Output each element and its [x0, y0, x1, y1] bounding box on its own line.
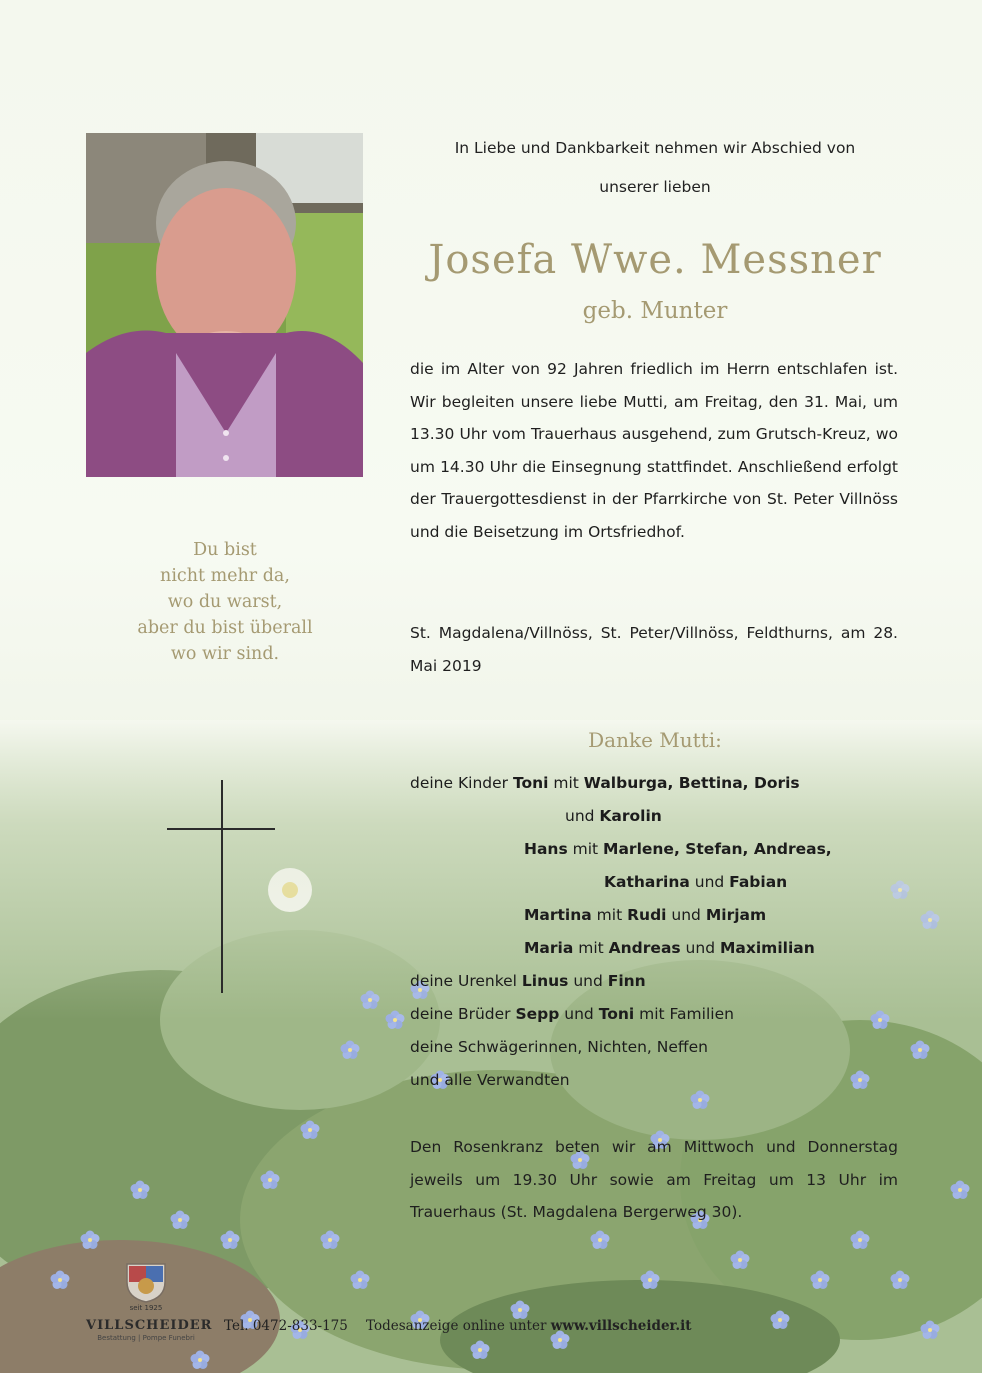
- logo-name: VILLSCHEIDER: [86, 1318, 213, 1333]
- place-date: St. Magdalena/Villnöss, St. Peter/Villnöss, Feldthurns, am 28. Mai 2019: [410, 624, 898, 675]
- family-line-maria: Maria mit Andreas und Maximilian: [524, 939, 815, 957]
- announcement-text: die im Alter von 92 Jahren friedlich im Herrn entschlafen ist. Wir begleiten unsere liebe Mutti, am Freitag, den 31. Mai, um 13.30 Uhr vom Trauerhaus ausgehend, zum Grutsch-Kreuz, wo um 14.30 Uhr die Einsegnung stattfindet. Anschließend erfolgt der Trauergottesdienst in der Pfarrkirche von St. Peter Villnöss und die Beisetzung im Ortsfriedhof.: [410, 360, 898, 541]
- logo-subtitle: Bestattung | Pompe Funebri: [97, 1334, 195, 1342]
- family-line-great-grandchildren: deine Urenkel Linus und Finn: [410, 972, 646, 990]
- family-line-in-laws: deine Schwägerinnen, Nichten, Neffen: [410, 1038, 708, 1056]
- online-notice: Todesanzeige online unter www.villscheider.it: [366, 1318, 692, 1334]
- family-line-karolin: und Karolin: [565, 807, 662, 825]
- cross-vertical-bar: [221, 780, 223, 993]
- quote-line: wo wir sind.: [170, 644, 280, 664]
- deceased-name: Josefa Wwe. Messner: [428, 237, 882, 283]
- thanks-heading: Danke Mutti:: [588, 728, 722, 752]
- logo-since: seit 1925: [129, 1304, 163, 1312]
- maiden-name: geb. Munter: [582, 298, 728, 324]
- family-line-brothers: deine Brüder Sepp und Toni mit Familien: [410, 1005, 734, 1023]
- quote-line: nicht mehr da,: [160, 566, 290, 586]
- villscheider-crest-icon: [121, 1260, 171, 1304]
- family-line-relatives: und alle Verwandten: [410, 1071, 570, 1089]
- quote-line: aber du bist überall: [137, 618, 313, 638]
- family-line-katharina: Katharina und Fabian: [604, 873, 788, 891]
- memorial-quote: [100, 537, 350, 667]
- quote-line: wo du warst,: [167, 592, 283, 612]
- phone-number: Tel. 0472-833-175: [224, 1318, 348, 1334]
- portrait-photo: [86, 133, 363, 477]
- cross-horizontal-bar: [167, 828, 275, 830]
- family-line-children: deine Kinder Toni mit Walburga, Bettina, Doris: [410, 774, 800, 792]
- quote-line: Du bist: [193, 540, 257, 560]
- website-link[interactable]: www.villscheider.it: [550, 1318, 692, 1334]
- family-line-hans: Hans mit Marlene, Stefan, Andreas,: [524, 840, 832, 858]
- rosary-text: Den Rosenkranz beten wir am Mittwoch und Donnerstag jeweils um 19.30 Uhr sowie am Freitag um 13 Uhr im Trauerhaus (St. Magdalena Bergerweg 30).: [410, 1138, 898, 1221]
- intro-line-2: unserer lieben: [599, 178, 711, 196]
- intro-line-1: In Liebe und Dankbarkeit nehmen wir Abschied von: [454, 139, 856, 157]
- family-line-martina: Martina mit Rudi und Mirjam: [524, 906, 767, 924]
- footer: [86, 1260, 906, 1350]
